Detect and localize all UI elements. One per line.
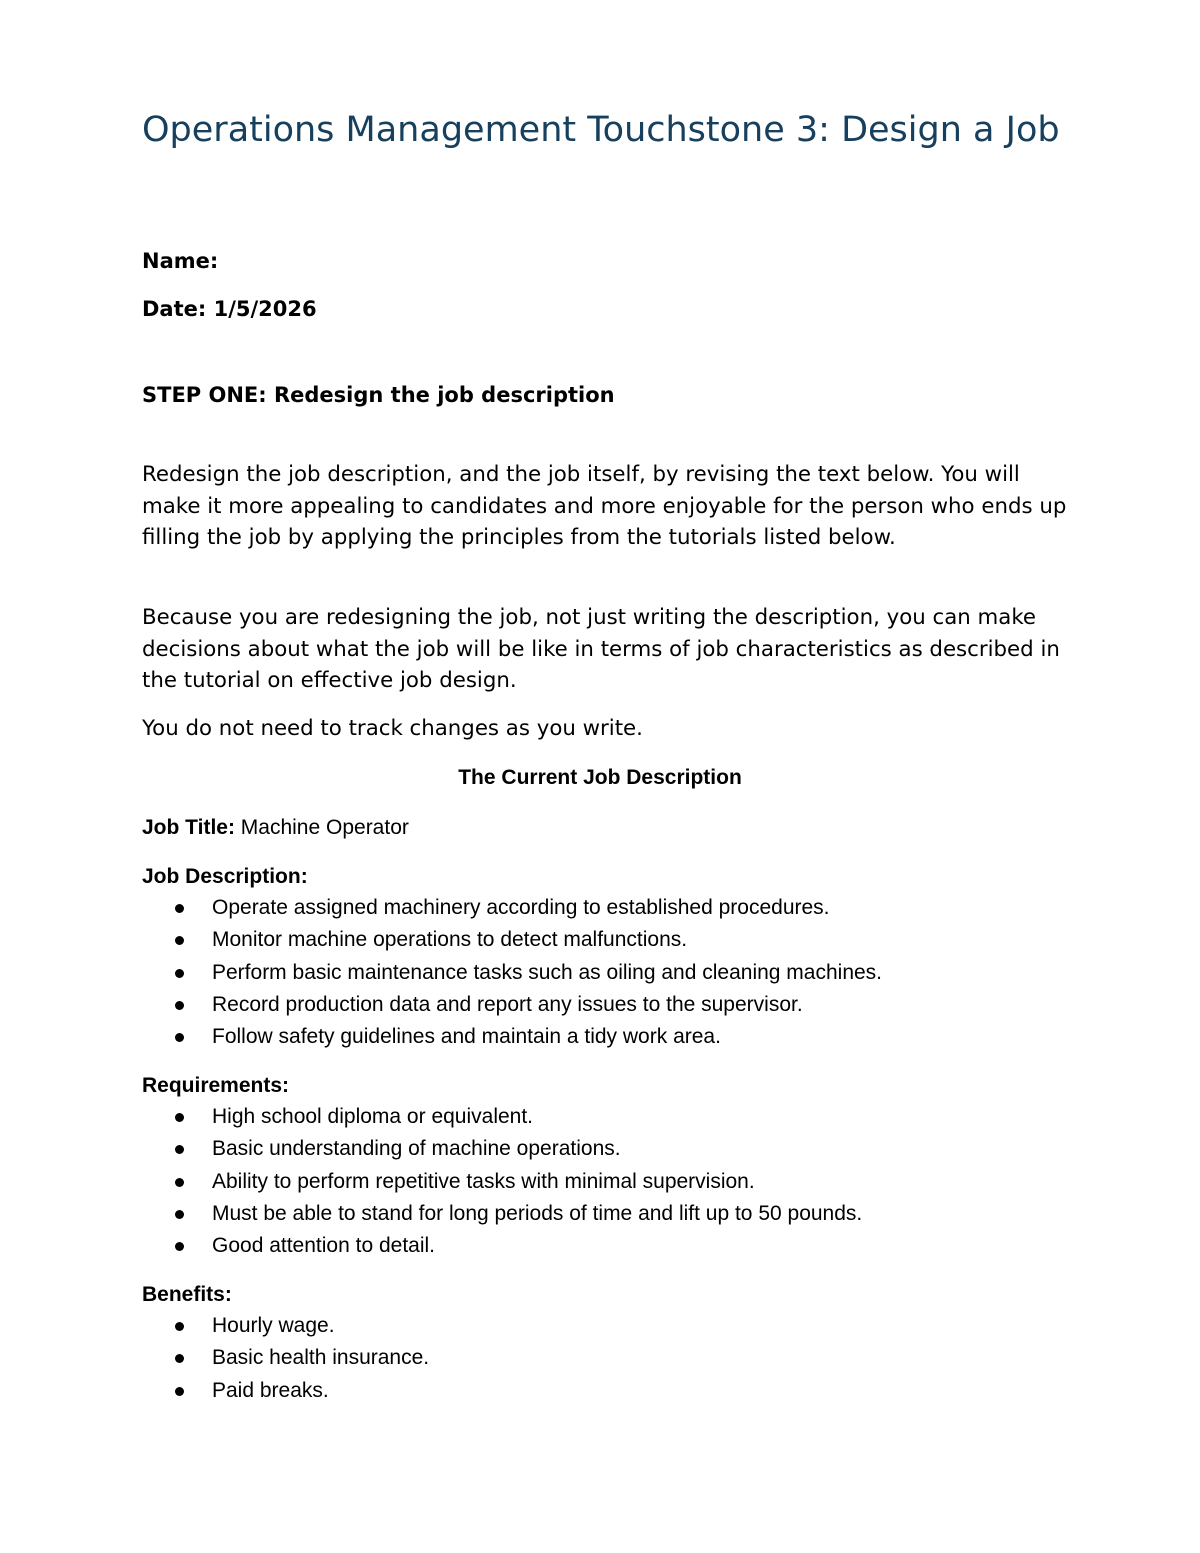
list-item: Basic health insurance. — [142, 1342, 429, 1374]
name-field: Name: — [142, 249, 219, 273]
bullet-icon — [175, 904, 184, 913]
list-item: Perform basic maintenance tasks such as oiling and cleaning machines. — [142, 957, 882, 989]
list-item: Operate assigned machinery according to established procedures. — [142, 892, 882, 924]
benefits-list — [142, 1310, 429, 1407]
bullet-icon — [175, 1210, 184, 1219]
document-title: Operations Management Touchstone 3: Design a Job — [142, 110, 1060, 150]
list-item: Paid breaks. — [142, 1375, 429, 1407]
list-item: Record production data and report any issues to the supervisor. — [142, 989, 882, 1021]
requirements-label: Requirements: — [142, 1074, 290, 1097]
job-title-value: Machine Operator — [234, 816, 409, 839]
bullet-icon — [175, 1001, 184, 1010]
list-item: Hourly wage. — [142, 1310, 429, 1342]
requirements-list — [142, 1101, 862, 1262]
job-description-label: Job Description: — [142, 865, 308, 888]
bullet-icon — [175, 1113, 184, 1122]
step-one-heading — [142, 381, 615, 409]
current-job-heading: The Current Job Description — [458, 766, 742, 789]
bullet-icon — [175, 1145, 184, 1154]
bullet-icon — [175, 1322, 184, 1331]
list-item: Follow safety guidelines and maintain a tidy work area. — [142, 1021, 882, 1053]
instruction-paragraph-2: Because you are redesigning the job, not just writing the description, you can make decisions about what the job will be like in terms of job characteristics as described in the tutorial on effective job design. — [142, 605, 1060, 693]
job-title-label: Job Title: — [142, 816, 235, 839]
step-one-title: : Redesign the job description — [258, 383, 615, 407]
list-item: High school diploma or equivalent. — [142, 1101, 862, 1133]
list-item: Good attention to detail. — [142, 1230, 862, 1262]
bullet-icon — [175, 1354, 184, 1363]
job-description-list — [142, 892, 882, 1053]
benefits-label: Benefits: — [142, 1283, 232, 1306]
bullet-icon — [175, 1178, 184, 1187]
bullet-icon — [175, 969, 184, 978]
date-field: Date: 1/5/2026 — [142, 297, 317, 321]
bullet-icon — [175, 1242, 184, 1251]
instruction-paragraph-3: You do not need to track changes as you write. — [142, 716, 643, 741]
list-item: Monitor machine operations to detect malfunctions. — [142, 924, 882, 956]
list-item: Ability to perform repetitive tasks with minimal supervision. — [142, 1166, 862, 1198]
bullet-icon — [175, 1033, 184, 1042]
list-item: Must be able to stand for long periods of time and lift up to 50 pounds. — [142, 1198, 862, 1230]
bullet-icon — [175, 1387, 184, 1396]
job-title-line — [142, 814, 409, 842]
list-item: Basic understanding of machine operations. — [142, 1133, 862, 1165]
bullet-icon — [175, 936, 184, 945]
step-one-label: STEP ONE — [142, 383, 259, 407]
instruction-paragraph-1: Redesign the job description, and the job itself, by revising the text below. You will make it more appealing to candidates and more enjoyable for the person who ends up filling the job by applying the principles from the tutorials listed below. — [142, 462, 1067, 550]
